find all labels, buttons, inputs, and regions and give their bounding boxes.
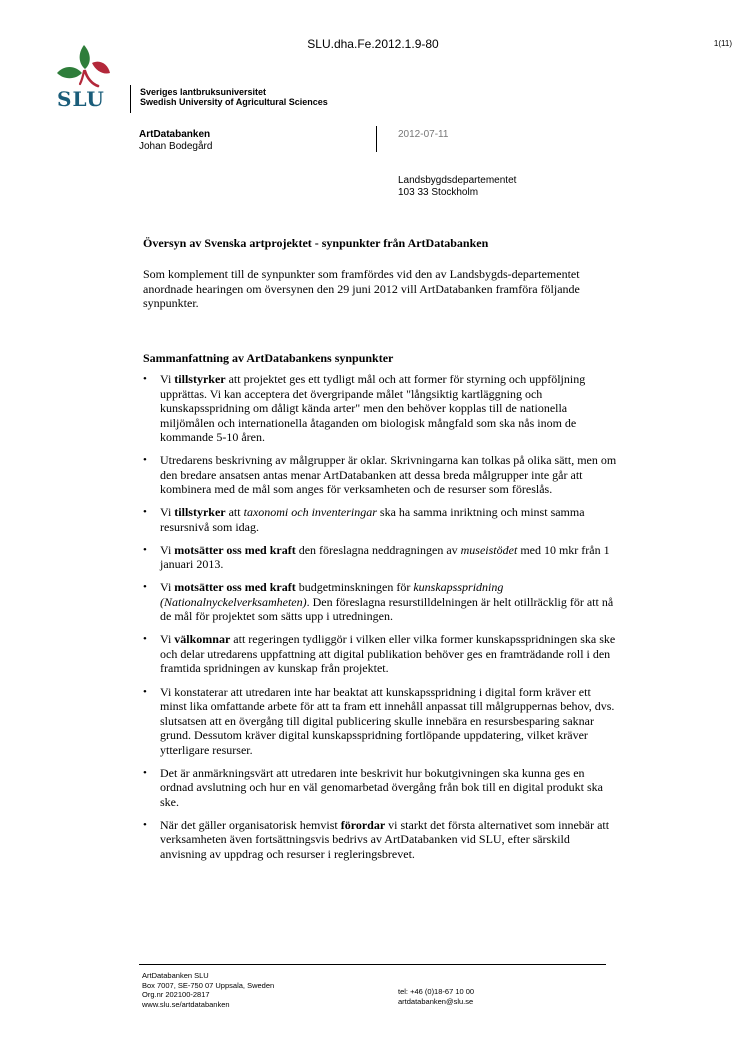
bullet-text-italic: kunskapsspridning (Nationalnyckelverksamheten) <box>160 580 504 609</box>
header-divider <box>130 85 131 113</box>
summary-bullet-item <box>143 685 619 758</box>
letter-title: Översyn av Svenska artprojektet - synpunkter från ArtDatabanken <box>143 236 489 250</box>
bullet-marker: • <box>143 766 147 779</box>
bullet-marker: • <box>143 633 147 646</box>
bullet-text-bold: motsätter oss med kraft <box>174 542 296 557</box>
recipient-address <box>398 175 516 199</box>
summary-bullet-item <box>143 453 619 497</box>
footer-org-number: Org.nr 202100-2817 <box>142 990 210 1000</box>
university-name-english: Swedish University of Agricultural Sciences <box>140 97 328 107</box>
footer-postal-address: Box 7007, SE-750 07 Uppsala, Sweden <box>142 980 275 990</box>
bullet-text-pre: Det är anmärkningsvärt att utredaren inte beskrivit hur bokutgivningen ska kunna ges en ordnad avslutning och hur en väl genomarbetad övergång från bok till en digital produkt ska ske. <box>160 765 603 809</box>
bullet-text-bold: välkomnar <box>174 632 231 647</box>
bullet-text-pre: Vi konstaterar att utredaren inte har beaktat att kunskapsspridning i digital form kräver ett minst lika omfattande arbete för att ta fram ett innehåll anpassat till målgruppernas behov, dvs. slutsatsen att en övergång till digital publicering skulle innebära en resursbesparing saknar grund. Dessutom kräver digital kunskapsspridning fortlöpande uppdatering, vilket kräver ytterligare resurser. <box>160 684 615 757</box>
bullet-text-bold: tillstyrker <box>174 505 226 520</box>
page-number: 1(11) <box>713 39 732 48</box>
summary-bullet-item <box>143 580 619 624</box>
summary-bullet-item <box>143 505 619 534</box>
bullet-text-pre: Vi <box>160 372 175 386</box>
summary-bullet-item <box>143 766 619 810</box>
recipient-line-2: 103 33 Stockholm <box>398 187 479 198</box>
bullet-marker: • <box>143 373 147 385</box>
bullet-marker: • <box>143 685 147 698</box>
footer-contact <box>398 987 474 1006</box>
bullet-text-pre: Utredarens beskrivning av målgrupper är oklar. Skrivningarna kan tolkas på olika sätt, men om den bredare ansatsen antas menar ArtDatabanken att dessa breda målgrupper inte går att kombinera med de mål som anges för verksamheten och de resurser som föreslås. <box>160 453 617 497</box>
bullet-text-bold: tillstyrker <box>174 372 226 386</box>
university-name-swedish: Sveriges lantbruksuniversitet <box>140 87 267 97</box>
bullet-text-mid: att regeringen tydliggör i vilken eller vilka former kunskapsspridningen ska ske och delar utredarens uppfattning att digital publikation behöver ges en framträdande roll i den framtida spridningen av kunskap från projektet. <box>160 632 616 676</box>
summary-bullet-item <box>143 543 619 572</box>
bullet-marker: • <box>143 506 147 519</box>
bullet-text-italic: museistödet <box>460 542 518 557</box>
bullet-text-italic: taxonomi och inventeringar <box>243 505 377 520</box>
bullet-text-bold: förordar <box>340 817 386 832</box>
sender-unit: ArtDatabanken <box>139 129 211 140</box>
bullet-text-post: . Den föreslagna resurstilldelningen är helt otillräcklig för att nå de mål för projektet som sätts upp i utredningen. <box>160 594 614 624</box>
bullet-text-mid: att projektet ges ett tydligt mål och att former för styrning och uppföljning upprättas. Vi kan acceptera det övergripande målet "långsiktig kartläggning och kunskapsspridning om dåligt kända arter" men den behöver kopplas till de nationella miljömålen och internationella åtaganden om biologisk mångfald som ska nås inom de kommande 5-10 åren. <box>160 372 586 444</box>
summary-bullet-item <box>143 372 619 445</box>
summary-heading: Sammanfattning av ArtDatabankens synpunkter <box>143 351 394 365</box>
bullet-text-mid: att <box>225 505 244 520</box>
summary-bullet-item <box>143 632 619 676</box>
recipient-line-1: Landsbygdsdepartementet <box>398 175 517 186</box>
bullet-marker: • <box>143 543 147 556</box>
bullet-text-post: ska ha samma inriktning och minst samma resursnivå som idag. <box>160 505 585 534</box>
logo-text: SLU <box>57 87 105 111</box>
bullet-text-bold: motsätter oss med kraft <box>174 580 296 595</box>
letter-date: 2012-07-11 <box>398 129 449 140</box>
footer-website: www.slu.se/artdatabanken <box>142 999 230 1009</box>
footer-address <box>142 971 274 1009</box>
bullet-text-pre: Vi <box>160 632 175 647</box>
document-reference: SLU.dha.Fe.2012.1.9-80 <box>307 37 439 51</box>
bullet-marker: • <box>143 818 147 831</box>
summary-bullet-item <box>143 818 619 862</box>
bullet-text-pre: Vi <box>160 542 175 557</box>
footer-phone: tel: +46 (0)18-67 10 00 <box>398 987 475 996</box>
footer-divider <box>139 964 606 965</box>
bullet-text-mid: den föreslagna neddragningen av <box>295 542 461 557</box>
bullet-text-pre: När det gäller organisatorisk hemvist <box>160 817 341 832</box>
bullet-text-pre: Vi <box>160 505 175 520</box>
bullet-text-post: med 10 mkr från 1 januari 2013. <box>160 542 610 572</box>
bullet-marker: • <box>143 454 147 467</box>
bullet-text-pre: Vi <box>160 580 175 595</box>
summary-bullet-list <box>143 372 619 870</box>
sender-name: Johan Bodegård <box>139 141 213 152</box>
sender-divider <box>376 126 377 152</box>
bullet-marker: • <box>143 581 147 594</box>
footer-org: ArtDatabanken SLU <box>142 971 209 980</box>
bullet-text-mid: vi starkt det första alternativet som innebär att verksamheten även fortsättningsvis bedrivs av ArtDatabanken vid SLU, efter särskild anvisning av uppdrag och resurser i regleringsbrevet. <box>160 817 610 861</box>
intro-paragraph: Som komplement till de synpunkter som framfördes vid den av Landsbygds-departementet anordnade hearingen om översynen den 29 juni 2012 vill ArtDatabanken framföra följande synpunkter. <box>143 267 580 310</box>
footer-email: artdatabanken@slu.se <box>398 996 474 1006</box>
bullet-text-mid: budgetminskningen för <box>295 580 414 595</box>
